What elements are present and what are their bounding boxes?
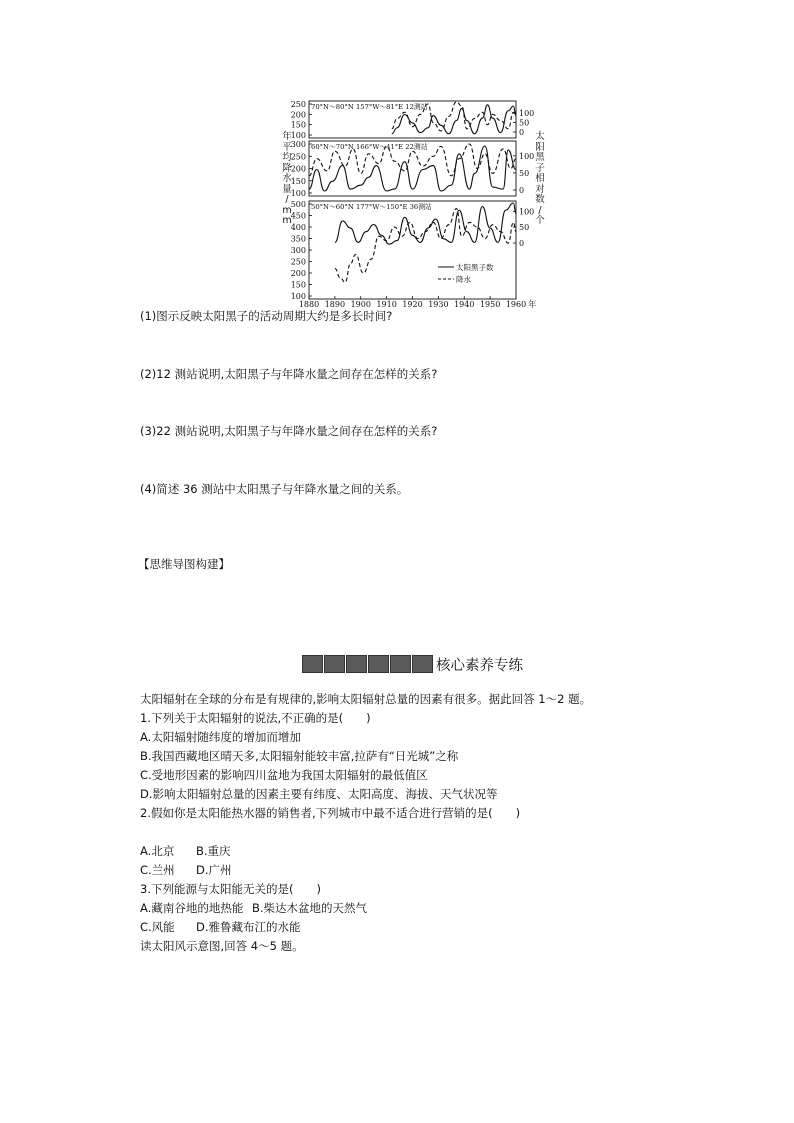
x-tick-label: 1940	[454, 300, 475, 309]
left-tick-label: 150	[290, 176, 306, 186]
right-tick-label: 50	[519, 118, 530, 128]
right-tick-label: 0	[519, 239, 525, 248]
banner-block	[346, 655, 367, 673]
q2-option-b: B.重庆	[196, 844, 231, 858]
legend-label: 太阳黑子数	[456, 263, 494, 272]
question-1: (1)图示反映太阳黑子的活动周期大约是多长时间?	[140, 309, 393, 323]
panel-frame	[309, 201, 516, 299]
banner-block	[302, 655, 323, 673]
question-3: (3)22 测站说明,太阳黑子与年降水量之间存在怎样的关系?	[140, 424, 438, 438]
sunspot-precipitation-chart	[0, 0, 794, 320]
x-tick-label: 1950	[479, 300, 501, 309]
intro-text: 太阳辐射在全球的分布是有规律的,影响太阳辐射总量的因素有很多。据此回答 1～2 题。	[140, 692, 592, 706]
left-tick-label: 300	[290, 246, 306, 255]
q1-option-b: B.我国西藏地区晴天多,太阳辐射能较丰富,拉萨有“日光城”之称	[140, 749, 459, 763]
panel-title: 50°N～60°N 177°W～150°E 36测站	[311, 203, 432, 211]
x-tick-label: 1910	[376, 300, 397, 309]
x-tick-label: 1930	[428, 300, 449, 309]
left-tick-label: 350	[290, 234, 306, 244]
left-tick-label: 100	[290, 189, 306, 198]
x-axis-label: 年	[528, 300, 537, 310]
q3-option-c: C.风能	[140, 920, 175, 934]
left-tick-label: 500	[290, 200, 306, 209]
section-title: 核心素养专练	[436, 657, 523, 674]
right-tick-label: 100	[519, 207, 535, 217]
x-tick-label: 1900	[350, 300, 371, 309]
left-tick-label: 150	[290, 280, 306, 290]
q3-option-a: A.藏南谷地的地热能	[140, 901, 244, 915]
left-tick-label: 400	[290, 223, 306, 232]
question-2: (2)12 测站说明,太阳黑子与年降水量之间存在怎样的关系?	[140, 367, 438, 381]
sunspot-line	[309, 146, 516, 191]
q2-option-c: C.兰州	[140, 863, 175, 877]
left-tick-label: 250	[290, 257, 306, 267]
left-tick-label: 100	[290, 292, 306, 301]
panel-title: 70°N～80°N 157°W～81°E 12测站	[311, 103, 428, 111]
right-tick-label: 50	[519, 223, 530, 233]
right-tick-label: 50	[519, 168, 530, 178]
right-tick-label: 0	[519, 186, 525, 195]
closing-text: 读太阳风示意图,回答 4～5 题。	[140, 939, 304, 953]
left-tick-label: 150	[290, 120, 306, 130]
mindmap-heading: 【思维导图构建】	[138, 557, 230, 571]
right-axis-label: 太 阳 黑 子 相 对 数 / 个	[535, 131, 545, 226]
left-tick-label: 200	[290, 110, 306, 120]
q1-option-d: D.影响太阳辐射总量的因素主要有纬度、太阳高度、海拔、天气状况等	[140, 787, 498, 801]
q1-option-c: C.受地形因素的影响四川盆地为我国太阳辐射的最低值区	[140, 768, 428, 782]
left-tick-label: 300	[290, 140, 306, 149]
question-4: (4)简述 36 测站中太阳黑子与年降水量之间的关系。	[140, 482, 409, 496]
x-tick-label: 1880	[298, 300, 320, 309]
left-tick-label: 200	[290, 269, 306, 278]
left-axis-label: 年 平 均 降 水 量 / m m	[282, 131, 292, 226]
x-tick-label: 1890	[324, 300, 346, 309]
legend-label: 降水	[456, 275, 471, 284]
right-tick-label: 100	[519, 151, 535, 161]
panel-title: 60°N～70°N 166°W～41°E 22测站	[311, 143, 428, 151]
banner-block	[324, 655, 345, 673]
left-tick-label: 100	[290, 131, 306, 140]
q2-stem: 2.假如你是太阳能热水器的销售者,下列城市中最不适合进行营销的是( )	[140, 806, 521, 820]
q3-stem: 3.下列能源与太阳能无关的是( )	[140, 882, 321, 896]
left-tick-label: 250	[290, 100, 306, 109]
q1-stem: 1.下列关于太阳辐射的说法,不正确的是( )	[140, 711, 371, 725]
banner-block	[368, 655, 389, 673]
x-tick-label: 1960	[505, 300, 527, 309]
q1-option-a: A.太阳辐射随纬度的增加而增加	[140, 730, 301, 744]
left-tick-label: 450	[290, 211, 306, 221]
left-tick-label: 200	[290, 164, 306, 174]
left-tick-label: 250	[290, 152, 306, 162]
right-tick-label: 100	[519, 108, 535, 118]
q3-option-b: B.柴达木盆地的天然气	[252, 901, 368, 915]
q3-option-d: D.雅鲁藏布江的水能	[196, 920, 301, 934]
section-banner	[302, 654, 523, 674]
x-tick-label: 1920	[402, 300, 423, 309]
q2-option-d: D.广州	[196, 863, 232, 877]
right-tick-label: 0	[519, 128, 525, 137]
q2-option-a: A.北京	[140, 844, 175, 858]
banner-block	[390, 655, 411, 673]
banner-block	[412, 655, 433, 673]
